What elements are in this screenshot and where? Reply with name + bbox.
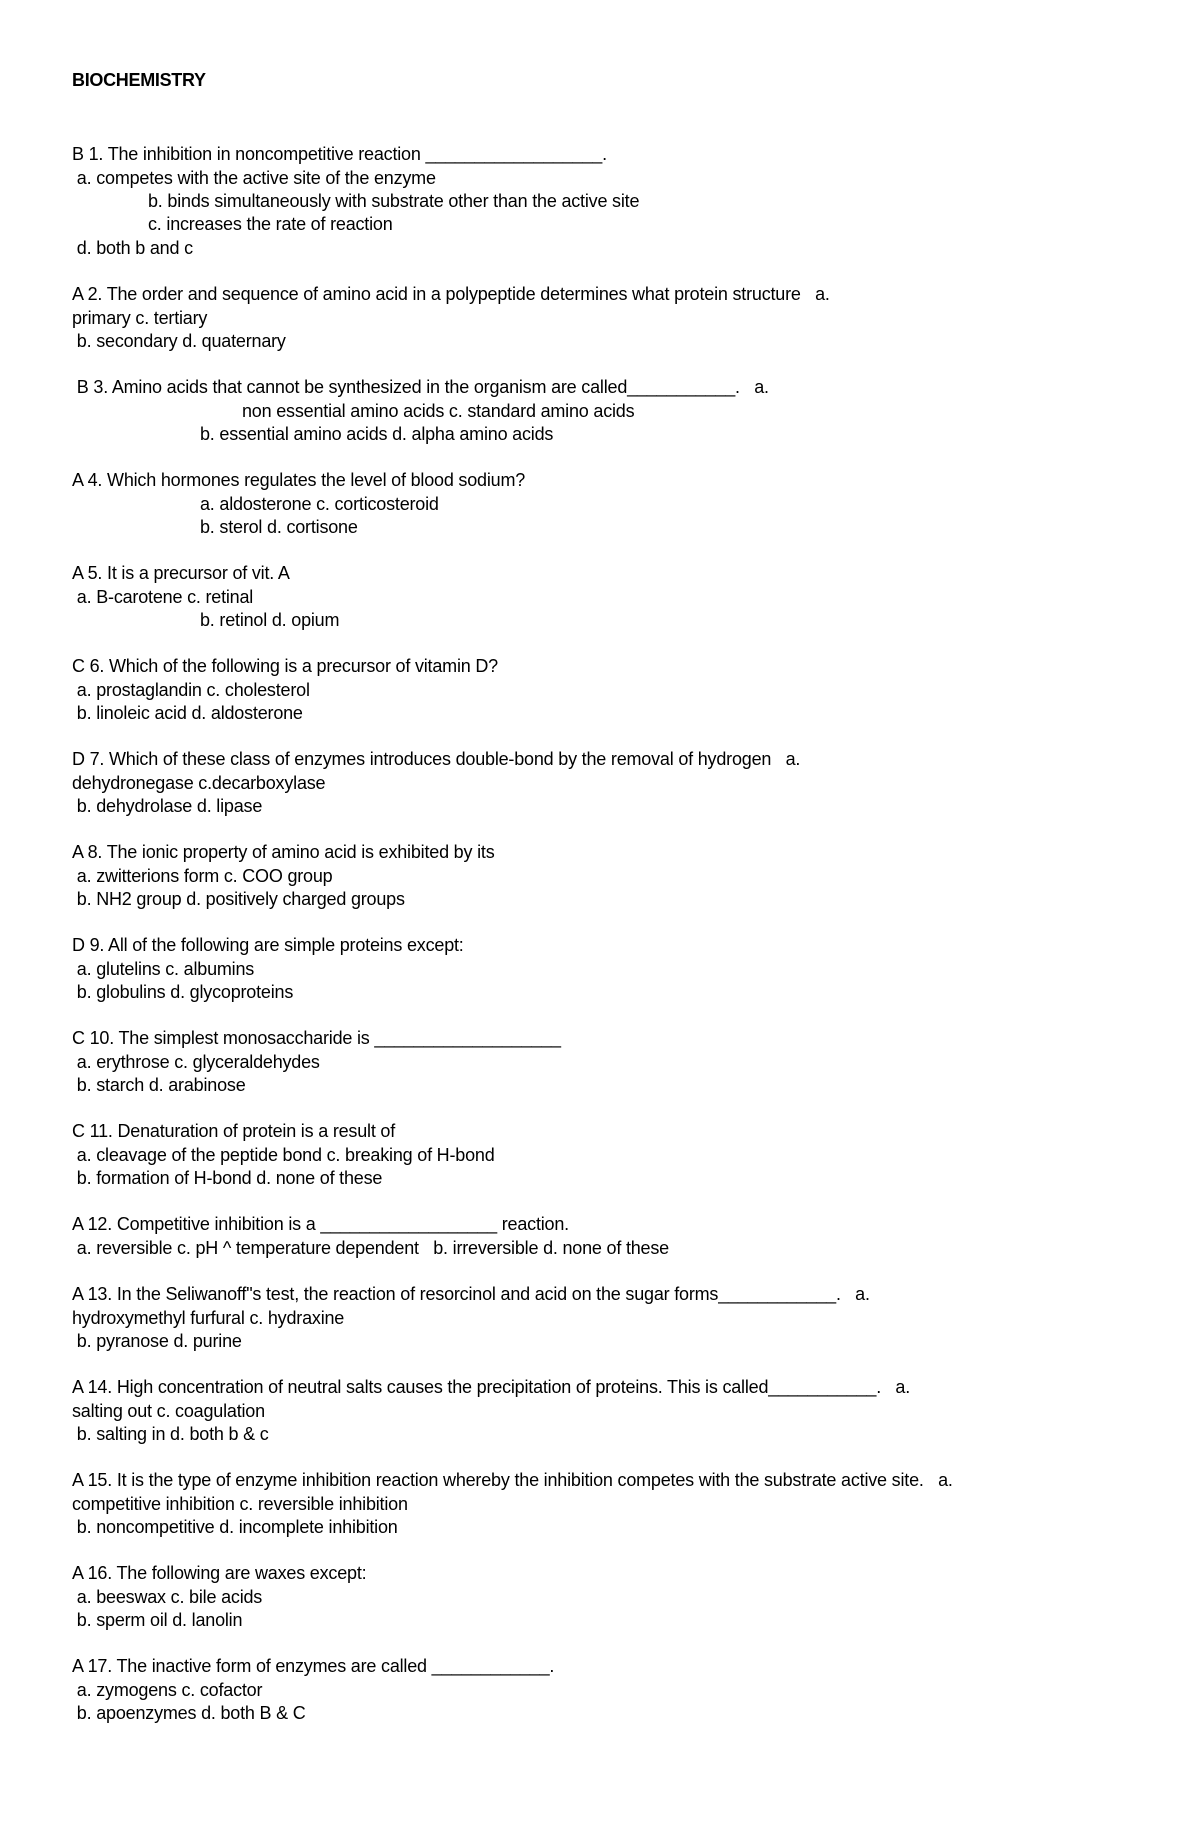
question-3-text: B 3. Amino acids that cannot be synthesized in the organism are called___________. a. [72, 377, 769, 397]
question-6-text: C 6. Which of the following is a precursor of vitamin D? [72, 656, 498, 676]
question-2-options-line-1: primary c. tertiary [72, 308, 208, 328]
question-2-options-line-2: b. secondary d. quaternary [72, 331, 286, 351]
question-17-options-line-2: b. apoenzymes d. both B & C [72, 1703, 306, 1723]
question-7-text: D 7. Which of these class of enzymes introduces double-bond by the removal of hydrogen a. [72, 749, 801, 769]
question-11-options-line-1: a. cleavage of the peptide bond c. breaking of H-bond [72, 1145, 495, 1165]
question-5-options-line-2: b. retinol d. opium [200, 610, 340, 630]
question-10-options-line-2: b. starch d. arabinose [72, 1075, 246, 1095]
question-1-option-b: b. binds simultaneously with substrate other than the active site [148, 191, 640, 211]
question-9-options-line-1: a. glutelins c. albumins [72, 959, 255, 979]
question-15-options-line-1: competitive inhibition c. reversible inhibition [72, 1494, 408, 1514]
question-10-text: C 10. The simplest monosaccharide is ___________________ [72, 1028, 561, 1048]
question-8-options-line-1: a. zwitterions form c. COO group [72, 866, 333, 886]
question-2-text: A 2. The order and sequence of amino acid in a polypeptide determines what protein structure a. [72, 284, 830, 304]
question-3-options-line-2: b. essential amino acids d. alpha amino acids [200, 424, 554, 444]
question-13-options-line-2: b. pyranose d. purine [72, 1331, 242, 1351]
question-11-text: C 11. Denaturation of protein is a result of [72, 1121, 396, 1141]
question-17-options-line-1: a. zymogens c. cofactor [72, 1680, 263, 1700]
question-1-option-c: c. increases the rate of reaction [148, 214, 393, 234]
question-9-options-line-2: b. globulins d. glycoproteins [72, 982, 294, 1002]
question-5-options-line-1: a. B-carotene c. retinal [72, 587, 254, 607]
question-16-options-line-1: a. beeswax c. bile acids [72, 1587, 263, 1607]
document-title: BIOCHEMISTRY [72, 70, 206, 90]
question-15-text: A 15. It is the type of enzyme inhibition reaction whereby the inhibition competes with the substrate active site. a. [72, 1470, 953, 1490]
question-13-options-line-1: hydroxymethyl furfural c. hydraxine [72, 1308, 345, 1328]
question-9-text: D 9. All of the following are simple proteins except: [72, 935, 464, 955]
question-11-options-line-2: b. formation of H-bond d. none of these [72, 1168, 383, 1188]
question-12-options-line-1: a. reversible c. pH ^ temperature dependent b. irreversible d. none of these [72, 1238, 669, 1258]
question-15-options-line-2: b. noncompetitive d. incomplete inhibition [72, 1517, 398, 1537]
question-13-text: A 13. In the Seliwanoff"s test, the reaction of resorcinol and acid on the sugar forms____________. a. [72, 1284, 870, 1304]
question-12-text: A 12. Competitive inhibition is a __________________ reaction. [72, 1214, 569, 1234]
question-10-options-line-1: a. erythrose c. glyceraldehydes [72, 1052, 320, 1072]
question-1-option-d: d. both b and c [72, 238, 193, 258]
question-16-text: A 16. The following are waxes except: [72, 1563, 367, 1583]
question-7-options-line-1: dehydronegase c.decarboxylase [72, 773, 326, 793]
question-1-text: B 1. The inhibition in noncompetitive reaction __________________. [72, 144, 607, 164]
question-5-text: A 5. It is a precursor of vit. A [72, 563, 290, 583]
question-4-options-line-1: a. aldosterone c. corticosteroid [200, 494, 439, 514]
question-14-options-line-2: b. salting in d. both b & c [72, 1424, 269, 1444]
question-7-options-line-2: b. dehydrolase d. lipase [72, 796, 263, 816]
question-1-option-a: a. competes with the active site of the enzyme [72, 168, 436, 188]
question-4-text: A 4. Which hormones regulates the level of blood sodium? [72, 470, 526, 490]
question-8-text: A 8. The ionic property of amino acid is exhibited by its [72, 842, 495, 862]
question-17-text: A 17. The inactive form of enzymes are called ____________. [72, 1656, 555, 1676]
question-8-options-line-2: b. NH2 group d. positively charged groups [72, 889, 405, 909]
question-16-options-line-2: b. sperm oil d. lanolin [72, 1610, 243, 1630]
question-6-options-line-1: a. prostaglandin c. cholesterol [72, 680, 310, 700]
question-3-options-line-1: non essential amino acids c. standard amino acids [242, 401, 635, 421]
question-6-options-line-2: b. linoleic acid d. aldosterone [72, 703, 303, 723]
question-14-text: A 14. High concentration of neutral salts causes the precipitation of proteins. This is called___________. a. [72, 1377, 911, 1397]
question-4-options-line-2: b. sterol d. cortisone [200, 517, 358, 537]
question-14-options-line-1: salting out c. coagulation [72, 1401, 265, 1421]
